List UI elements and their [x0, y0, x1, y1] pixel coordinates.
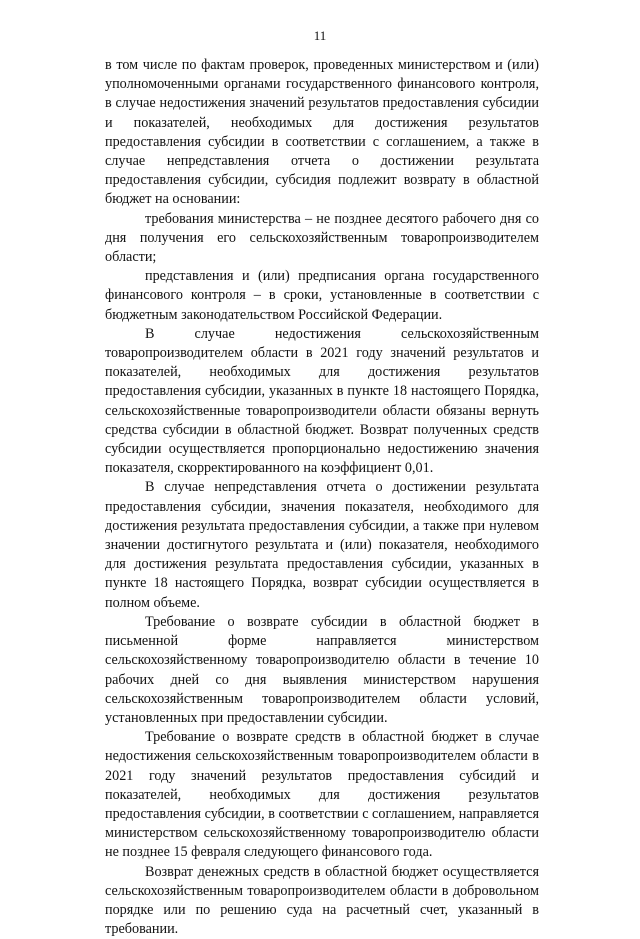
paragraph: В случае недостижения сельскохозяйственным товаропроизводителем области в 2021 году значений результатов и показателей, необходимых для достижения результатов предоставления субсидии, указанных в пункте 18 настоящего Порядка, сельскохозяйственные товаропроизводители области обязаны вернуть средства субсидии в областной бюджет. Возврат полученных средств субсидии осуществляется пропорционально недостижению значения показателя, скорректированного на коэффициент 0,01. [105, 325, 539, 477]
paragraph: Возврат денежных средств в областной бюджет осуществляется сельскохозяйственным товаропроизводителем области в добровольном порядке или по решению суда на расчетный счет, указанный в требовании. [105, 863, 539, 938]
paragraph: В случае непредставления отчета о достижении результата предоставления субсидии, значения показателя, необходимого для достижения результата предоставления субсидии, а также при нулевом значении достигнутого результата и (или) показателя, необходимого для достижения результата предоставления субсидии, указанных в пункте 18 настоящего Порядка, возврат субсидии осуществляется в полном объеме. [105, 479, 539, 611]
page-number: 11 [313, 28, 327, 43]
paragraph: Требование о возврате средств в областной бюджет в случае недостижения сельскохозяйственным товаропроизводителем области в 2021 году значений результатов предоставления субсидий и показателей, необходимых для достижения результатов предоставления субсидии, в соответствии с соглашением, направляется министерством сельскохозяйственному товаропроизводителю области не позднее 15 февраля следующего финансового года. [105, 729, 539, 861]
paragraph: требования министерства – не позднее десятого рабочего дня со дня получения его сельскохозяйственным товаропроизводителем области; [105, 210, 539, 266]
paragraph: в том числе по фактам проверок, проведенных министерством и (или) уполномоченными органами государственного финансового контроля, в случае недостижения значений результатов предоставления субсидии и показателей, необходимых для достижения результатов предоставления субсидии в соответствии с соглашением, а также в случае непредставления отчета о достижении результата предоставления субсидии, субсидия подлежит возврату в областной бюджет на основании: [105, 57, 539, 208]
paragraph: представления и (или) предписания органа государственного финансового контроля – в сроки, установленные в соответствии с бюджетным законодательством Российской Федерации. [105, 268, 539, 323]
paragraph: Требование о возврате субсидии в областной бюджет в письменной форме направляется министерством сельскохозяйственному товаропроизводителю области в течение 10 рабочих дней со дня выявления министерством нарушения сельскохозяйственным товаропроизводителем области условий, установленных при предоставлении субсидии. [105, 613, 539, 726]
document-body [105, 56, 539, 939]
